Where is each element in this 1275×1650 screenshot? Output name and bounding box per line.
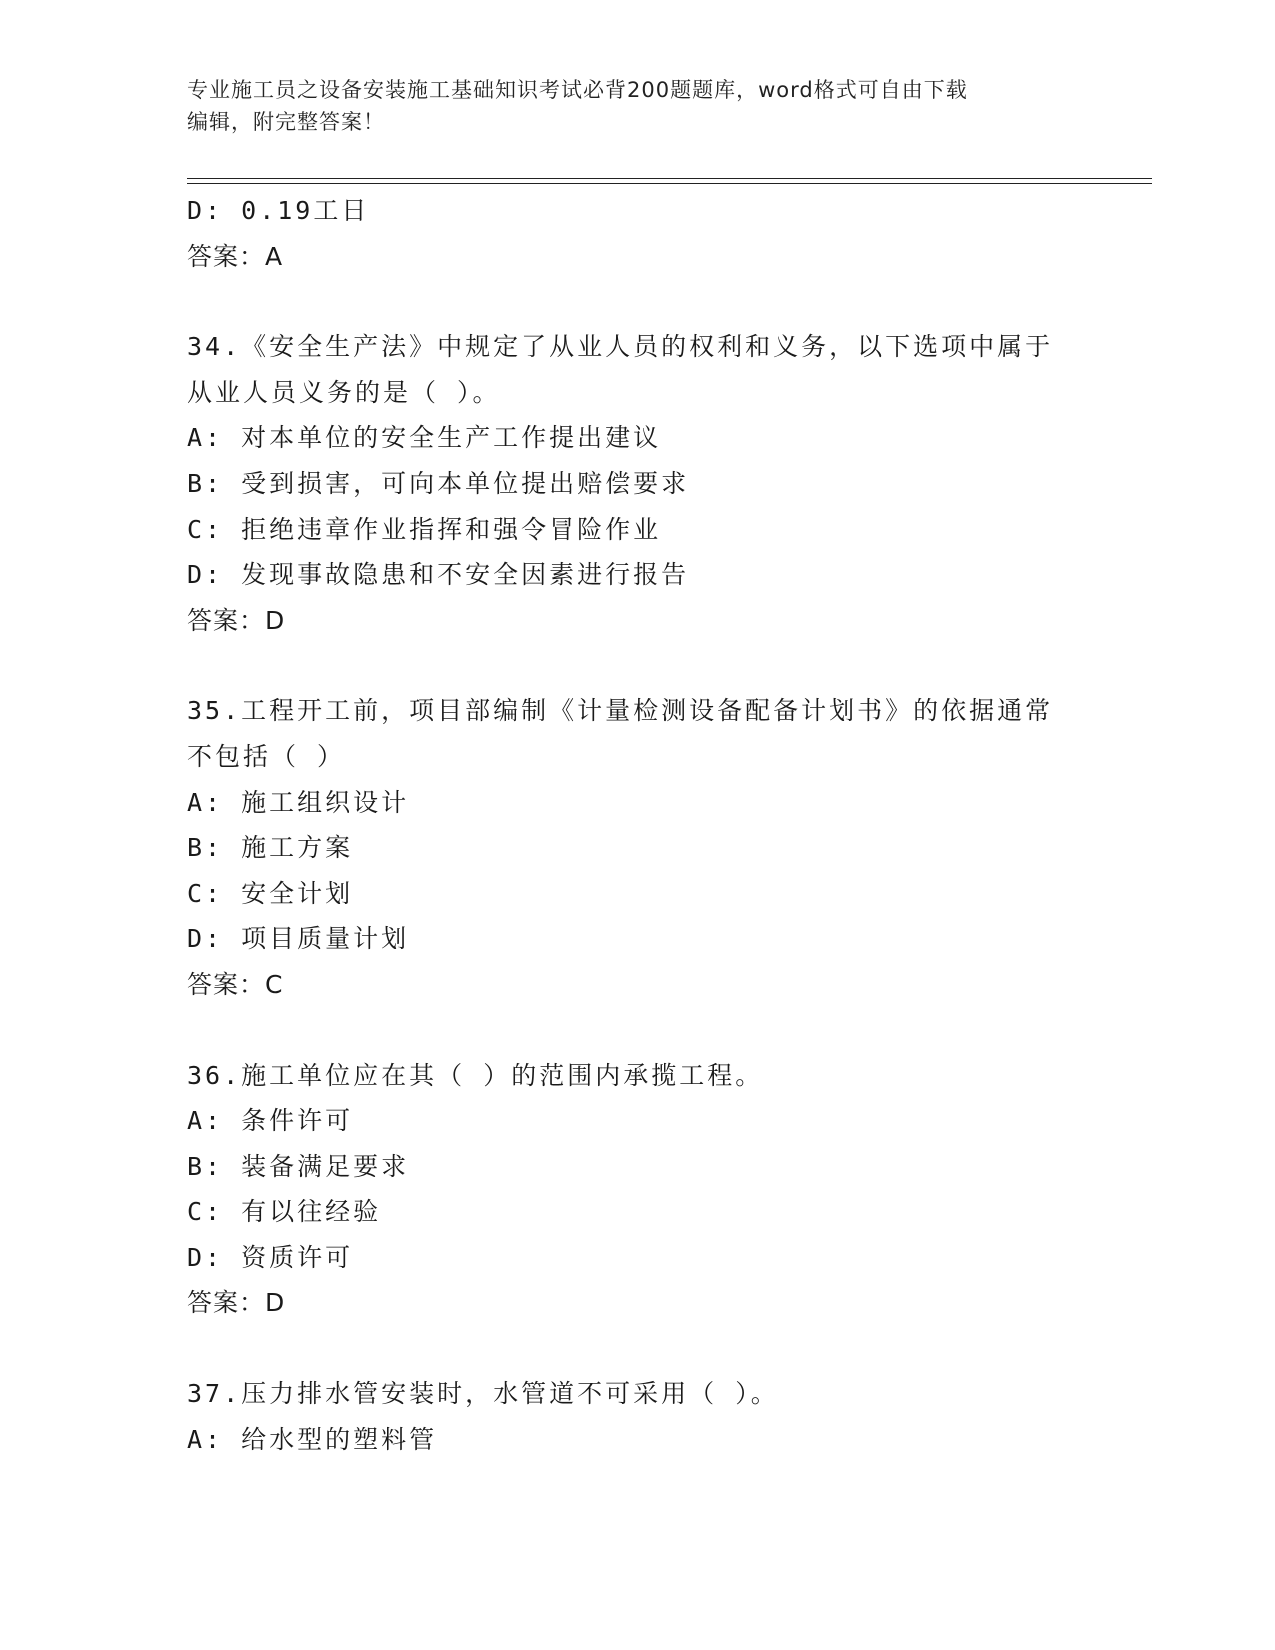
header-line-2: 编辑，附完整答案！ [187, 110, 385, 134]
option-a: A: 条件许可 [187, 1106, 354, 1136]
question-stem: 35.工程开工前，项目部编制《计量检测设备配备计划书》的依据通常 [187, 696, 1054, 726]
option-a: A: 给水型的塑料管 [187, 1424, 438, 1454]
question-34 [187, 324, 1087, 643]
option-b: B: 受到损害，可向本单位提出赔偿要求 [187, 468, 690, 498]
option-c: C: 拒绝违章作业指挥和强令冒险作业 [187, 514, 662, 544]
question-stem: 36.施工单位应在其（ ）的范围内承揽工程。 [187, 1060, 764, 1090]
header-divider-top [187, 178, 1152, 179]
option-d: D: 发现事故隐患和不安全因素进行报告 [187, 560, 690, 590]
answer-line: 答案：A [187, 241, 284, 271]
option-d: D: 资质许可 [187, 1242, 354, 1272]
question-stem: 34.《安全生产法》中规定了从业人员的权利和义务，以下选项中属于 [187, 332, 1054, 362]
option-b: B: 施工方案 [187, 833, 354, 863]
option-d: D: 0.19工日 [187, 196, 370, 225]
question-37 [187, 1371, 1087, 1462]
header-divider-bottom [187, 183, 1152, 184]
question-list [187, 188, 1087, 1462]
question-36 [187, 1053, 1087, 1327]
answer-line: 答案：C [187, 969, 284, 999]
answer-line: 答案：D [187, 605, 286, 635]
answer-line: 答案：D [187, 1288, 286, 1318]
question-35 [187, 688, 1087, 1007]
question-stem: 37.压力排水管安装时，水管道不可采用（ ）。 [187, 1379, 779, 1409]
question-stem-cont: 不包括（ ） [187, 741, 346, 771]
question-fragment [187, 188, 1087, 279]
question-stem-cont: 从业人员义务的是（ ）。 [187, 377, 501, 407]
header-line-1: 专业施工员之设备安装施工基础知识考试必背200题题库，word格式可自由下载 [187, 78, 968, 102]
page-header [187, 74, 1087, 138]
option-c: C: 有以往经验 [187, 1197, 382, 1227]
option-a: A: 施工组织设计 [187, 787, 410, 817]
option-c: C: 安全计划 [187, 878, 354, 908]
option-a: A: 对本单位的安全生产工作提出建议 [187, 423, 662, 453]
option-b: B: 装备满足要求 [187, 1151, 410, 1181]
option-d: D: 项目质量计划 [187, 924, 410, 954]
